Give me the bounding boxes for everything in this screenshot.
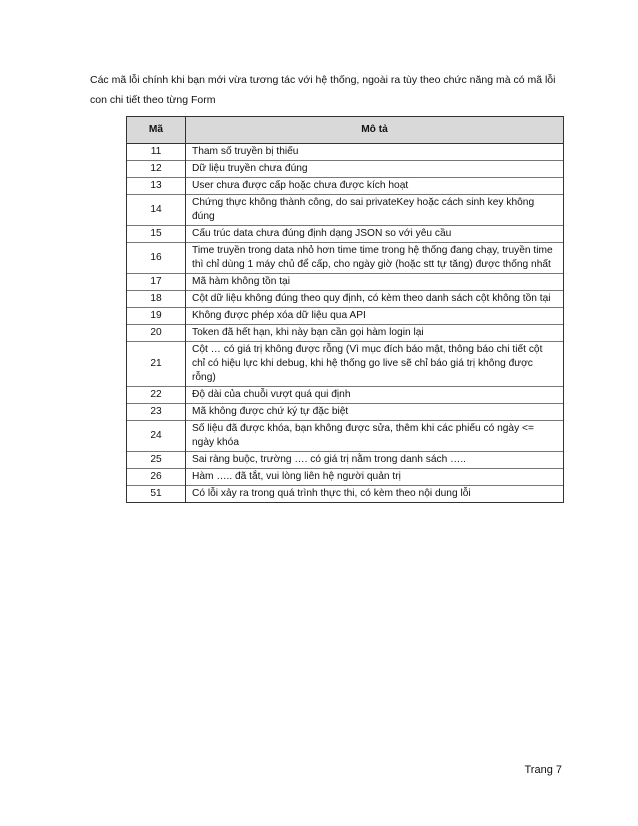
- table-row: [127, 308, 564, 325]
- error-description-cell: Có lỗi xảy ra trong quá trình thực thi, có kèm theo nội dung lỗi: [186, 486, 564, 503]
- error-description-cell: Sai ràng buộc, trường …. có giá trị nằm trong danh sách …..: [186, 452, 564, 469]
- error-description-cell: Số liệu đã được khóa, bạn không được sửa, thêm khi các phiếu có ngày <= ngày khóa: [186, 421, 564, 452]
- error-code-cell: 20: [127, 325, 186, 342]
- error-code-cell: 12: [127, 161, 186, 178]
- error-code-cell: 13: [127, 178, 186, 195]
- table-row: [127, 452, 564, 469]
- error-code-cell: 24: [127, 421, 186, 452]
- table-row: [127, 178, 564, 195]
- table-row: [127, 486, 564, 503]
- header-code: Mã: [127, 117, 186, 144]
- table-row: [127, 469, 564, 486]
- error-code-cell: 19: [127, 308, 186, 325]
- error-code-cell: 22: [127, 387, 186, 404]
- table-row: [127, 291, 564, 308]
- table-row: [127, 325, 564, 342]
- error-code-table: [126, 116, 564, 503]
- error-code-cell: 26: [127, 469, 186, 486]
- error-description-cell: Chứng thực không thành công, do sai privateKey hoặc cách sinh key không đúng: [186, 195, 564, 226]
- error-code-cell: 11: [127, 144, 186, 161]
- table-row: [127, 144, 564, 161]
- error-code-cell: 25: [127, 452, 186, 469]
- table-row: [127, 342, 564, 387]
- error-description-cell: Tham số truyền bị thiếu: [186, 144, 564, 161]
- intro-line-2: con chi tiết theo từng Form: [90, 94, 216, 106]
- table-row: [127, 274, 564, 291]
- error-code-cell: 23: [127, 404, 186, 421]
- error-code-cell: 17: [127, 274, 186, 291]
- error-description-cell: User chưa được cấp hoặc chưa được kích hoạt: [186, 178, 564, 195]
- intro-paragraph: [90, 70, 580, 110]
- table-body: [127, 144, 564, 503]
- error-description-cell: Cột dữ liệu không đúng theo quy định, có kèm theo danh sách cột không tồn tại: [186, 291, 564, 308]
- error-description-cell: Token đã hết hạn, khi này bạn cần gọi hàm login lại: [186, 325, 564, 342]
- page-number: Trang 7: [524, 764, 562, 776]
- error-code-cell: 16: [127, 243, 186, 274]
- error-code-cell: 51: [127, 486, 186, 503]
- table-row: [127, 421, 564, 452]
- error-code-cell: 14: [127, 195, 186, 226]
- header-description: Mô tả: [186, 117, 564, 144]
- error-code-cell: 15: [127, 226, 186, 243]
- table-row: [127, 161, 564, 178]
- error-code-cell: 21: [127, 342, 186, 387]
- error-description-cell: Không được phép xóa dữ liệu qua API: [186, 308, 564, 325]
- table-row: [127, 226, 564, 243]
- table-row: [127, 387, 564, 404]
- table-row: [127, 404, 564, 421]
- error-description-cell: Time truyền trong data nhỏ hơn time time trong hệ thống đang chạy, truyền time thì chỉ dùng 1 máy chủ để cấp, cho ngày giờ (hoặc stt tự tăng) được thống nhất: [186, 243, 564, 274]
- error-description-cell: Cột … có giá trị không được rỗng (Vì mục đích báo mật, thông báo chi tiết cột chỉ có hiệu lực khi debug, khi hệ thống go live sẽ chỉ báo giá trị không được rỗng): [186, 342, 564, 387]
- table-row: [127, 195, 564, 226]
- error-description-cell: Mã hàm không tồn tại: [186, 274, 564, 291]
- error-description-cell: Mã không được chứ ký tự đặc biệt: [186, 404, 564, 421]
- table-header-row: [127, 117, 564, 144]
- error-description-cell: Độ dài của chuỗi vượt quá qui định: [186, 387, 564, 404]
- error-description-cell: Hàm ….. đã tắt, vui lòng liên hệ người quản trị: [186, 469, 564, 486]
- error-description-cell: Cấu trúc data chưa đúng định dạng JSON so với yêu cầu: [186, 226, 564, 243]
- table-row: [127, 243, 564, 274]
- error-code-cell: 18: [127, 291, 186, 308]
- error-description-cell: Dữ liệu truyền chưa đúng: [186, 161, 564, 178]
- intro-line-1: Các mã lỗi chính khi bạn mới vừa tương tác với hệ thống, ngoài ra tùy theo chức năng mà có mã lỗi: [90, 74, 556, 86]
